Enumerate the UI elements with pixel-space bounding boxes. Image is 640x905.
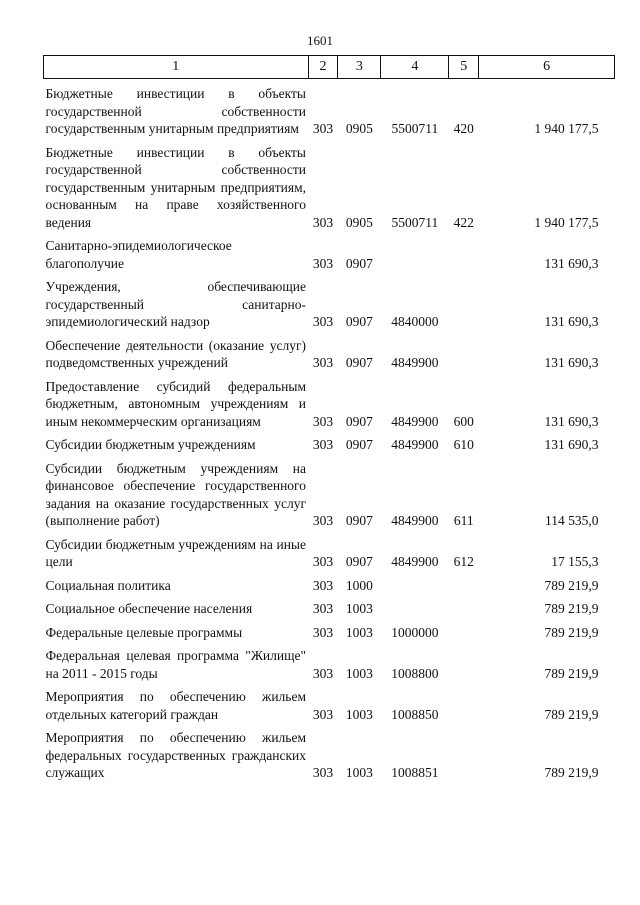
row-admin-code: 303 [312,706,334,722]
row-target-code: 4849900 [391,355,439,370]
row-amount: 17 155,3 [551,554,599,569]
row-admin-code: 303 [312,121,334,136]
row-admin-code: 303 [312,601,334,616]
row-amount: 114 535,0 [545,513,599,528]
header-col-6: 6 [479,56,615,79]
row-name: Социальная политика [45,577,171,593]
row-section-code: 0907 [345,554,373,569]
row-name: Мероприятия по обеспечению жильем отдельных категорий граждан [45,689,306,722]
row-section-code: 0907 [345,437,373,452]
row-section-code: 0907 [345,413,373,429]
row-target-code: 5500711 [391,214,439,230]
row-expense-type [449,624,479,642]
row-expense-type [449,577,479,595]
row-section-code: 1003 [345,601,373,616]
row-amount: 131 690,3 [544,314,599,329]
row-admin-code: 303 [312,577,334,593]
row-name: Учреждения, обеспечивающие государственный санитарно-эпидемиологический надзор [45,279,306,329]
row-expense-type [449,688,479,723]
row-target-code: 4849900 [391,554,439,569]
row-amount: 131 690,3 [544,437,599,452]
row-expense-type [449,600,479,618]
row-admin-code: 303 [312,624,334,640]
row-target-code: 1008850 [391,706,439,722]
row-amount: 789 219,9 [544,706,599,722]
table-header [44,56,615,79]
table-row [44,729,615,782]
row-admin-code: 303 [312,314,334,329]
row-amount: 789 219,9 [544,665,599,681]
row-expense-type: 600 [453,413,474,429]
row-expense-type: 420 [453,121,474,136]
table-row [44,460,615,530]
row-target-code: 1000000 [391,624,439,640]
row-section-code: 0907 [345,355,373,370]
row-section-code: 0905 [345,214,373,230]
table-row [44,436,615,454]
row-admin-code: 303 [312,413,334,429]
row-admin-code: 303 [312,355,334,370]
budget-table [43,55,615,782]
row-expense-type [449,729,479,782]
row-admin-code: 303 [312,765,334,780]
row-admin-code: 303 [312,554,334,569]
table-row [44,237,615,272]
table-row [44,337,615,372]
row-name: Санитарно-эпидемиологическое благополучие [45,238,232,271]
row-section-code: 1000 [345,577,373,593]
row-admin-code: 303 [312,214,334,230]
row-section-code: 1003 [345,706,373,722]
row-section-code: 1003 [345,624,373,640]
row-amount: 131 690,3 [544,255,599,271]
row-name: Социальное обеспечение населения [45,601,253,616]
row-section-code: 0907 [345,255,373,271]
table-body [44,79,615,782]
row-target-code: 1008851 [391,765,439,780]
row-expense-type [449,337,479,372]
row-admin-code: 303 [312,437,334,452]
header-col-1: 1 [44,56,309,79]
row-section-code: 1003 [345,765,373,780]
row-expense-type [449,237,479,272]
row-target-code [381,577,449,595]
row-name: Предоставление субсидий федеральным бюджетным, автономным учреждениям и иным некоммерческим организациям [45,378,306,429]
table-row [44,378,615,431]
row-amount: 1 940 177,5 [534,121,599,136]
row-target-code: 5500711 [391,121,439,136]
row-name: Субсидии бюджетным учреждениям на иные цели [45,536,306,569]
table-row [44,577,615,595]
page-number: 1601 [307,33,333,48]
header-col-2: 2 [308,56,338,79]
table-row [44,536,615,571]
row-amount: 789 219,9 [544,624,599,640]
row-expense-type [449,647,479,682]
row-expense-type: 611 [453,513,474,528]
row-section-code: 0905 [345,121,373,136]
row-name: Федеральная целевая программа "Жилище" на 2011 - 2015 годы [45,648,306,681]
header-col-5: 5 [449,56,479,79]
table-row [44,600,615,618]
row-admin-code: 303 [312,255,334,271]
table-row [44,85,615,138]
table-row [44,144,615,232]
row-expense-type: 610 [453,437,474,452]
row-name: Обеспечение деятельности (оказание услуг) подведомственных учреждений [45,337,306,370]
row-admin-code: 303 [312,665,334,681]
row-amount: 789 219,9 [544,601,599,616]
table-row [44,688,615,723]
row-target-code: 4849900 [391,437,439,452]
row-target-code: 4849900 [391,513,439,528]
row-section-code: 0907 [345,314,373,329]
row-target-code: 4849900 [391,413,439,429]
table-row [44,624,615,642]
row-name: Субсидии бюджетным учреждениям [45,437,256,452]
row-expense-type [449,278,479,331]
row-amount: 131 690,3 [544,355,599,370]
row-expense-type: 422 [453,214,474,230]
row-name: Федеральные целевые программы [45,624,243,640]
row-amount: 789 219,9 [544,577,599,593]
row-expense-type: 612 [453,554,474,569]
header-col-3: 3 [338,56,381,79]
row-name: Мероприятия по обеспечению жильем федеральных государственных гражданских служащих [45,730,306,780]
row-section-code: 0907 [345,513,373,528]
row-name: Субсидии бюджетным учреждениям на финансовое обеспечение государственного задания на оказание государственных услуг (выполнение работ) [45,460,306,528]
row-amount: 789 219,9 [544,765,599,780]
row-amount: 131 690,3 [544,413,599,429]
row-target-code [381,237,449,272]
row-amount: 1 940 177,5 [534,214,599,230]
table-row [44,278,615,331]
row-admin-code: 303 [312,513,334,528]
row-target-code [381,600,449,618]
row-name: Бюджетные инвестиции в объекты государственной собственности государственным унитарным предприятиям [45,86,306,136]
row-target-code: 1008800 [391,665,439,681]
row-name: Бюджетные инвестиции в объекты государственной собственности государственным унитарным предприятиям, основанным на праве хозяйственного ведения [45,144,306,230]
header-col-4: 4 [381,56,449,79]
row-target-code: 4840000 [391,314,439,329]
row-section-code: 1003 [345,665,373,681]
table-row [44,647,615,682]
